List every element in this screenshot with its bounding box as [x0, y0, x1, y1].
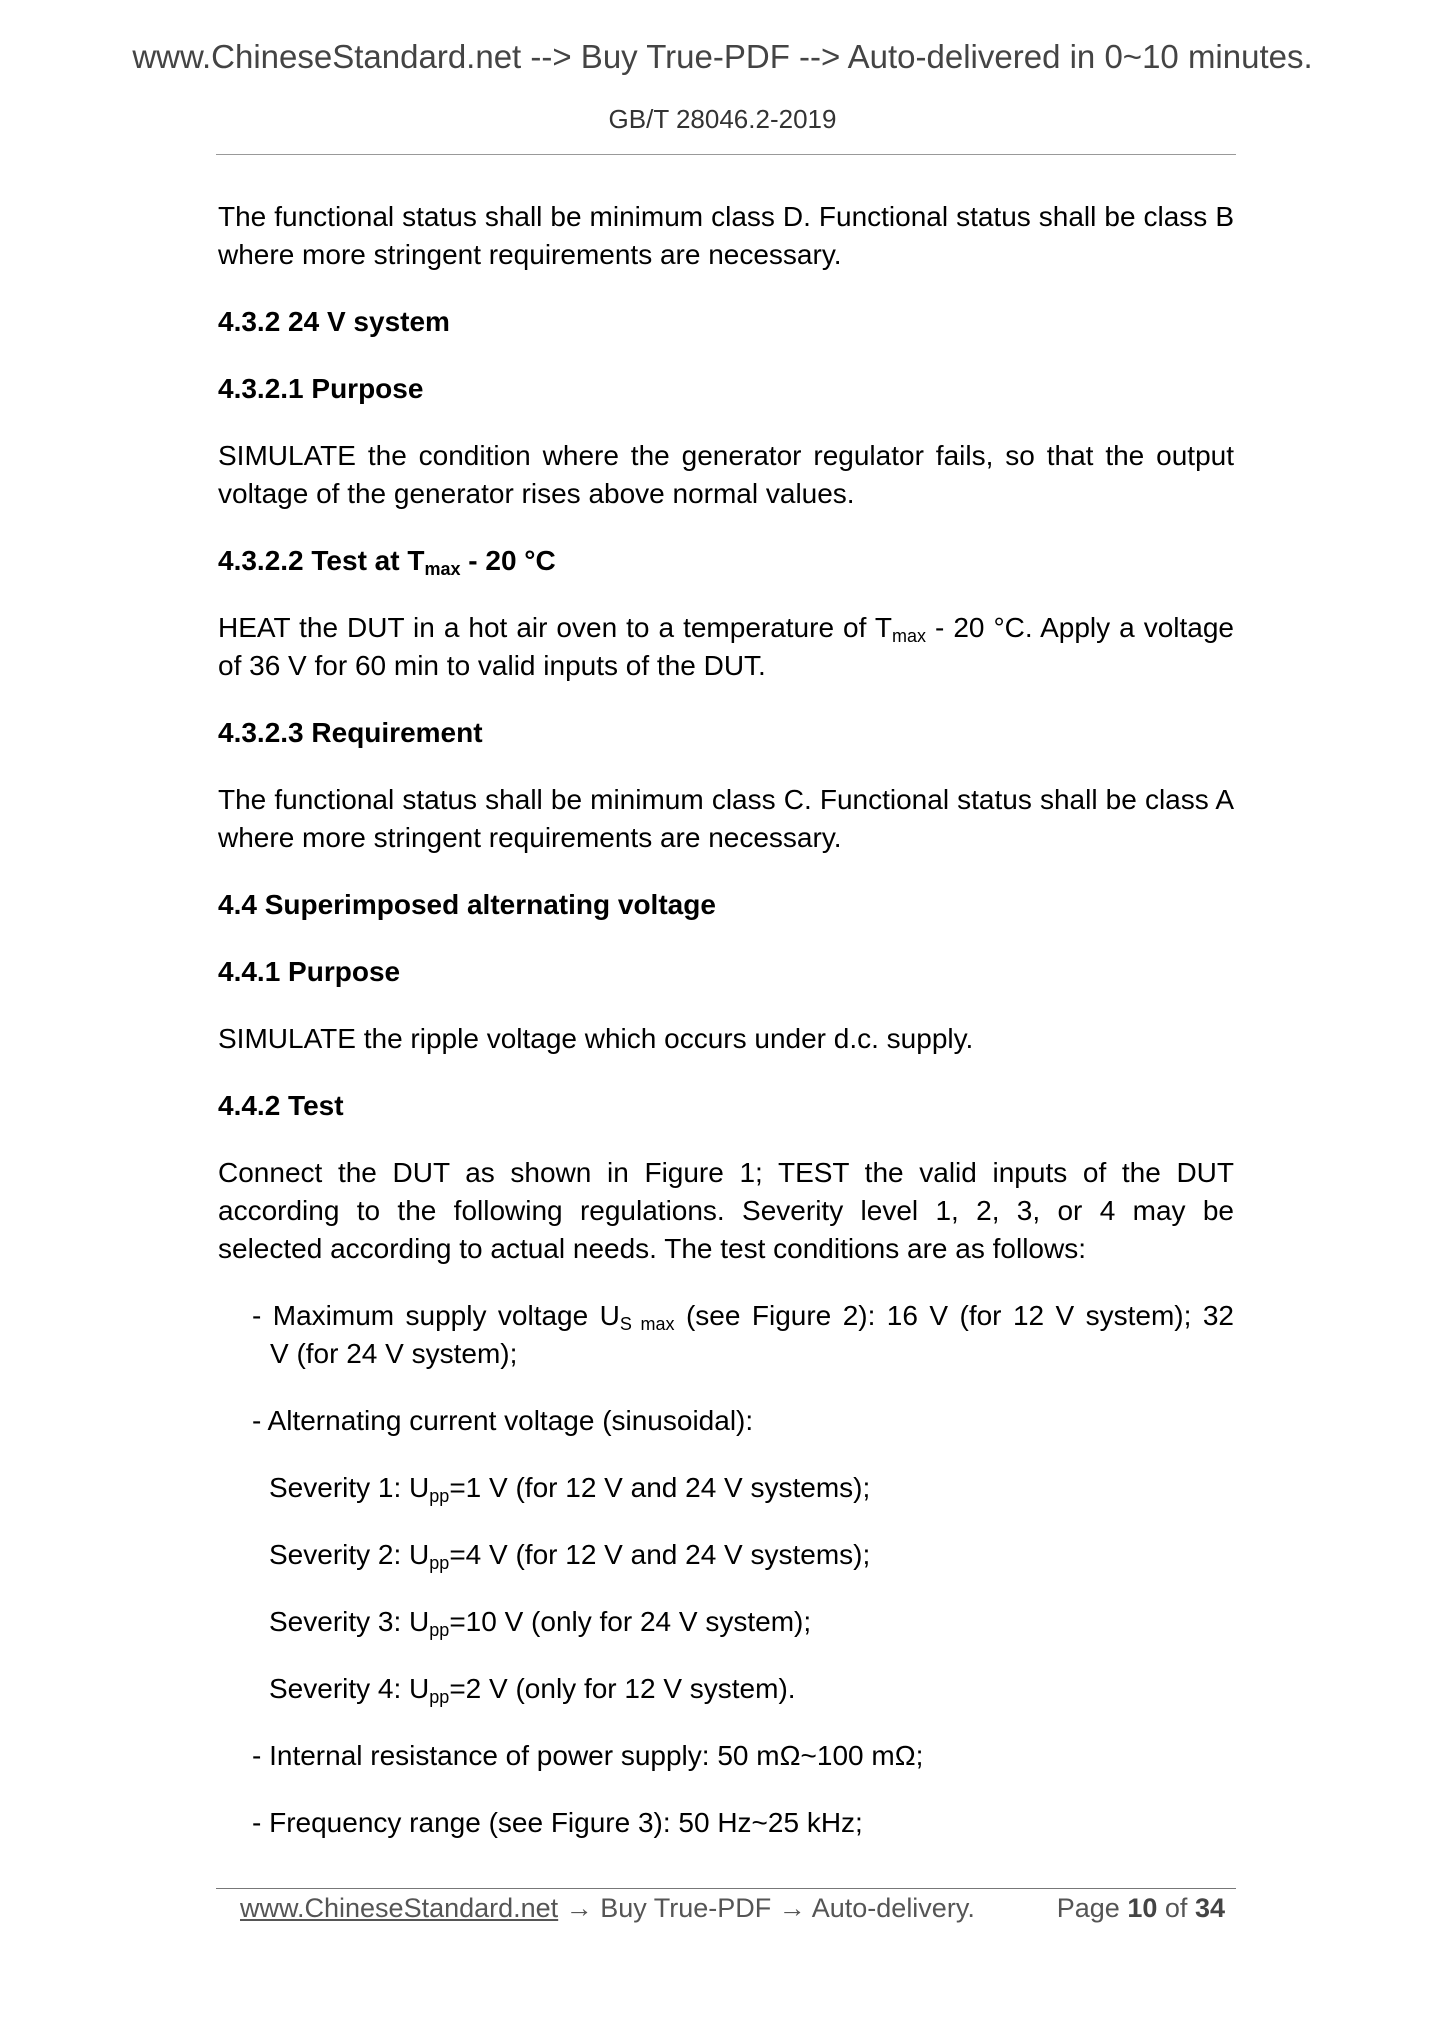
list-item-continuation: V (for 24 V system); — [270, 1338, 518, 1369]
footer-text — [240, 1893, 975, 1924]
subscript-max: max — [424, 559, 461, 579]
footer-tagline: → Buy True-PDF → Auto-delivery. — [558, 1893, 975, 1923]
site-banner: www.ChineseStandard.net --> Buy True-PDF --> Auto-delivered in 0~10 minutes. — [132, 38, 1313, 75]
paragraph-text: HEAT the DUT in a hot air oven to a temperature of T — [218, 612, 892, 643]
heading-4-4: 4.4 Superimposed alternating voltage — [218, 889, 716, 920]
severity-label: Severity 1: U — [269, 1472, 430, 1503]
paragraph-line: selected according to actual needs. The test conditions are as follows: — [218, 1233, 1086, 1264]
footer-divider — [216, 1888, 1236, 1889]
paragraph-requirement-4-3-2-3: The functional status shall be minimum class C. Functional status shall be class A where more stringent requirements are necessary. — [218, 784, 1234, 853]
severity-1 — [269, 1469, 1234, 1507]
list-item-ac-voltage: - Alternating current voltage (sinusoidal): — [252, 1405, 754, 1436]
page-number: 10 — [1127, 1893, 1158, 1923]
footer-site-link[interactable]: www.ChineseStandard.net — [240, 1893, 559, 1923]
severity-label: Severity 3: U — [269, 1606, 430, 1637]
severity-label: Severity 2: U — [269, 1539, 430, 1570]
list-item-line — [252, 1297, 1234, 1335]
heading-4-3-2: 4.3.2 24 V system — [218, 306, 450, 337]
subscript-pp: pp — [429, 1620, 450, 1640]
heading-4-4-2: 4.4.2 Test — [218, 1090, 344, 1121]
severity-value: =2 V (only for 12 V system). — [449, 1673, 796, 1704]
heading-text-tail: - 20 °C — [460, 545, 556, 576]
page-indicator — [1057, 1893, 1225, 1924]
paragraph-line: Connect the DUT as shown in Figure 1; TEST the valid inputs of the DUT — [218, 1157, 1234, 1188]
severity-label: Severity 4: U — [269, 1673, 430, 1704]
page-total: 34 — [1194, 1893, 1225, 1923]
subscript-pp: pp — [429, 1553, 450, 1573]
subscript-pp: pp — [429, 1486, 450, 1506]
document-body — [218, 198, 1234, 1871]
document-id: GB/T 28046.2-2019 — [608, 104, 837, 134]
paragraph-functional-status-d: The functional status shall be minimum class D. Functional status shall be class B where more stringent requirements are necessary. — [218, 201, 1234, 270]
list-item-frequency-range: - Frequency range (see Figure 3): 50 Hz~25 kHz; — [252, 1807, 863, 1838]
heading-4-3-2-1: 4.3.2.1 Purpose — [218, 373, 424, 404]
severity-value: =10 V (only for 24 V system); — [449, 1606, 812, 1637]
severity-2 — [269, 1536, 1234, 1574]
subscript-s-max: S max — [619, 1314, 675, 1334]
severity-4 — [269, 1670, 1234, 1708]
paragraph-text-tail: - 20 °C. Apply a voltage of 36 V for 60 min to valid inputs of the DUT. — [218, 612, 1235, 681]
subscript-pp: pp — [429, 1687, 450, 1707]
list-item-internal-resistance: - Internal resistance of power supply: 50 mΩ~100 mΩ; — [252, 1740, 924, 1771]
severity-value: =4 V (for 12 V and 24 V systems); — [449, 1539, 871, 1570]
list-item-text: - Maximum supply voltage U — [252, 1300, 620, 1331]
subscript-max: max — [891, 626, 926, 646]
list-item-max-supply-voltage — [252, 1297, 1234, 1373]
paragraph-purpose-4-4-1: SIMULATE the ripple voltage which occurs under d.c. supply. — [218, 1023, 974, 1054]
heading-text: 4.3.2.2 Test at T — [218, 545, 425, 576]
paragraph-purpose-4-3-2-1: SIMULATE the condition where the generator regulator fails, so that the output voltage of the generator rises above normal values. — [218, 440, 1234, 509]
header-divider — [216, 154, 1236, 155]
paragraph-test-4-3-2-2 — [218, 609, 1234, 685]
heading-4-3-2-3: 4.3.2.3 Requirement — [218, 717, 483, 748]
page-label: Page — [1056, 1893, 1120, 1923]
heading-4-4-1: 4.4.1 Purpose — [218, 956, 401, 987]
list-item-text-tail: (see Figure 2): 16 V (for 12 V system); 32 — [674, 1300, 1234, 1331]
heading-4-3-2-2 — [218, 542, 1234, 580]
of-label: of — [1164, 1893, 1188, 1923]
severity-3 — [269, 1603, 1234, 1641]
severity-value: =1 V (for 12 V and 24 V systems); — [449, 1472, 871, 1503]
paragraph-line: according to the following regulations. Severity level 1, 2, 3, or 4 may be — [218, 1195, 1234, 1226]
paragraph-test-4-4-2 — [218, 1154, 1234, 1268]
